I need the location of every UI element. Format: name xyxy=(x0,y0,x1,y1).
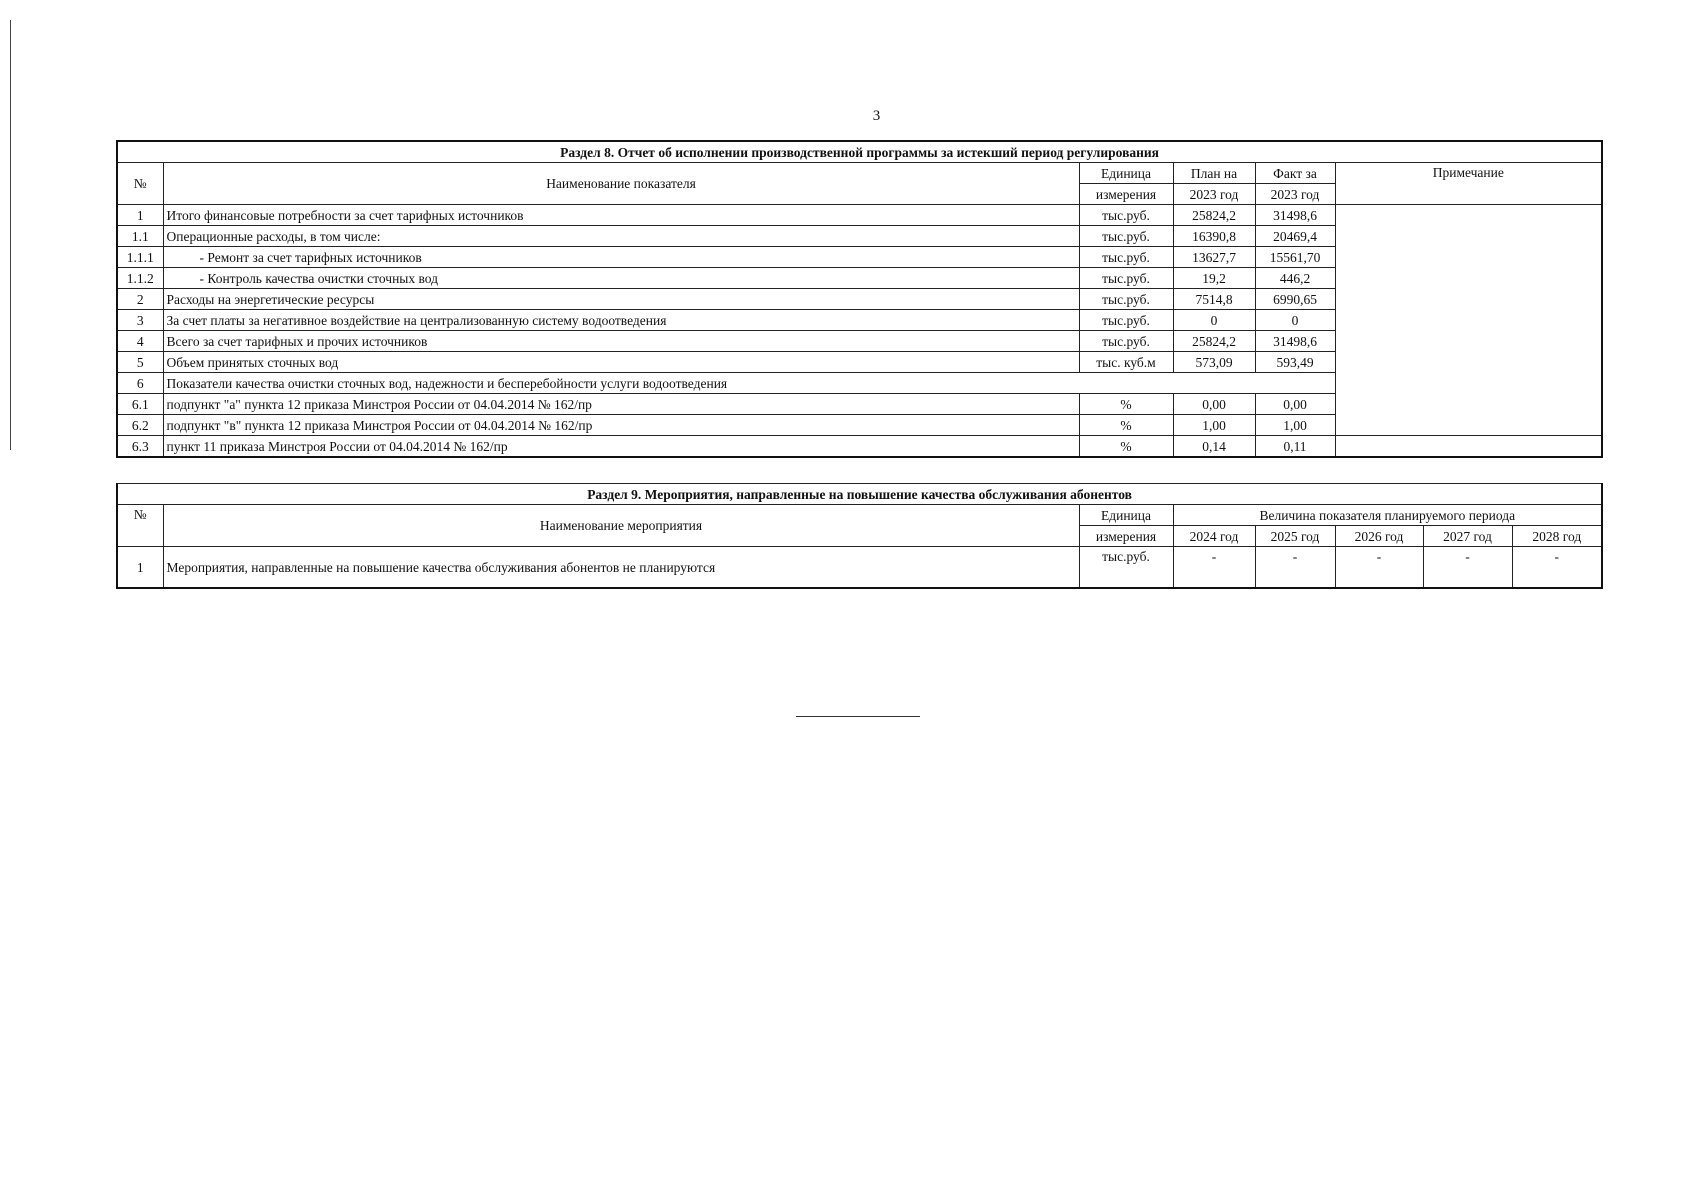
row-fact: 593,49 xyxy=(1255,352,1335,373)
row-unit: % xyxy=(1079,394,1173,415)
row-name: Объем принятых сточных вод xyxy=(163,352,1079,373)
header-fact-line1: Факт за xyxy=(1255,163,1335,184)
row-plan: 0,00 xyxy=(1173,394,1255,415)
header-year-2027: 2027 год xyxy=(1423,526,1512,547)
row-plan: 573,09 xyxy=(1173,352,1255,373)
left-margin-line xyxy=(10,20,11,450)
row-fact: 1,00 xyxy=(1255,415,1335,436)
table-row xyxy=(117,205,1602,226)
header-year-2028: 2028 год xyxy=(1512,526,1602,547)
row-unit: тыс.руб. xyxy=(1079,247,1173,268)
row-number: 2 xyxy=(117,289,163,310)
row-number: 1.1 xyxy=(117,226,163,247)
row-unit: тыс.руб. xyxy=(1079,289,1173,310)
section9-title: Раздел 9. Мероприятия, направленные на повышение качества обслуживания абонентов xyxy=(117,484,1602,505)
header-plan-line2: 2023 год xyxy=(1173,184,1255,205)
row-unit: тыс.руб. xyxy=(1079,268,1173,289)
section9-table xyxy=(116,483,1603,589)
row-name: Показатели качества очистки сточных вод, надежности и бесперебойности услуги водоотведения xyxy=(163,373,1335,394)
header-note: Примечание xyxy=(1335,163,1602,205)
bottom-rule xyxy=(796,716,920,717)
row-name: - Ремонт за счет тарифных источников xyxy=(163,247,1079,268)
table-row xyxy=(117,547,1602,589)
row-number: 6 xyxy=(117,373,163,394)
row-plan: 16390,8 xyxy=(1173,226,1255,247)
row-value-2026: - xyxy=(1335,547,1423,589)
row-plan: 19,2 xyxy=(1173,268,1255,289)
row-unit: тыс.руб. xyxy=(1079,331,1173,352)
header-name: Наименование мероприятия xyxy=(163,505,1079,547)
row-fact: 0,11 xyxy=(1255,436,1335,458)
row-plan: 25824,2 xyxy=(1173,205,1255,226)
header-no: № xyxy=(117,163,163,205)
row-number: 6.2 xyxy=(117,415,163,436)
row-name: подпункт "а" пункта 12 приказа Минстроя России от 04.04.2014 № 162/пр xyxy=(163,394,1079,415)
header-fact-line2: 2023 год xyxy=(1255,184,1335,205)
row-fact: 446,2 xyxy=(1255,268,1335,289)
row-unit: тыс.руб. xyxy=(1079,226,1173,247)
table-row xyxy=(117,436,1602,458)
row-name: За счет платы за негативное воздействие на централизованную систему водоотведения xyxy=(163,310,1079,331)
row-fact: 15561,70 xyxy=(1255,247,1335,268)
note-cell xyxy=(1335,205,1602,436)
row-plan: 0,14 xyxy=(1173,436,1255,458)
row-number: 1 xyxy=(117,547,163,589)
row-number: 6.3 xyxy=(117,436,163,458)
page-number: 3 xyxy=(872,108,881,124)
row-plan: 7514,8 xyxy=(1173,289,1255,310)
row-name: Операционные расходы, в том числе: xyxy=(163,226,1079,247)
header-unit-line2: измерения xyxy=(1079,184,1173,205)
row-number: 1 xyxy=(117,205,163,226)
header-year-2025: 2025 год xyxy=(1255,526,1335,547)
header-period: Величина показателя планируемого периода xyxy=(1173,505,1602,526)
row-name: подпункт "в" пункта 12 приказа Минстроя России от 04.04.2014 № 162/пр xyxy=(163,415,1079,436)
header-unit-line1: Единица xyxy=(1079,163,1173,184)
row-unit: тыс.руб. xyxy=(1079,205,1173,226)
row-plan: 25824,2 xyxy=(1173,331,1255,352)
row-fact: 31498,6 xyxy=(1255,205,1335,226)
row-fact: 20469,4 xyxy=(1255,226,1335,247)
row-plan: 1,00 xyxy=(1173,415,1255,436)
row-fact: 6990,65 xyxy=(1255,289,1335,310)
row-number: 5 xyxy=(117,352,163,373)
row-unit: % xyxy=(1079,415,1173,436)
note-cell-empty xyxy=(1335,436,1602,458)
section8-title: Раздел 8. Отчет об исполнении производственной программы за истекший период регулирования xyxy=(117,141,1602,163)
header-year-2024: 2024 год xyxy=(1173,526,1255,547)
row-value-2025: - xyxy=(1255,547,1335,589)
row-plan: 0 xyxy=(1173,310,1255,331)
row-number: 1.1.1 xyxy=(117,247,163,268)
row-value-2027: - xyxy=(1423,547,1512,589)
section8-table xyxy=(116,140,1603,458)
header-name: Наименование показателя xyxy=(163,163,1079,205)
row-number: 1.1.2 xyxy=(117,268,163,289)
row-value-2028: - xyxy=(1512,547,1602,589)
row-fact: 0,00 xyxy=(1255,394,1335,415)
row-plan: 13627,7 xyxy=(1173,247,1255,268)
row-number: 6.1 xyxy=(117,394,163,415)
row-name: пункт 11 приказа Минстроя России от 04.04.2014 № 162/пр xyxy=(163,436,1079,458)
row-value-2024: - xyxy=(1173,547,1255,589)
row-fact: 0 xyxy=(1255,310,1335,331)
row-name: Всего за счет тарифных и прочих источников xyxy=(163,331,1079,352)
header-unit-line2: измерения xyxy=(1079,526,1173,547)
row-unit: тыс.руб. xyxy=(1079,547,1173,589)
row-name: Мероприятия, направленные на повышение качества обслуживания абонентов не планируются xyxy=(163,547,1079,589)
header-plan-line1: План на xyxy=(1173,163,1255,184)
row-unit: тыс.руб. xyxy=(1079,310,1173,331)
row-unit: % xyxy=(1079,436,1173,458)
row-unit: тыс. куб.м xyxy=(1079,352,1173,373)
row-name: Итого финансовые потребности за счет тарифных источников xyxy=(163,205,1079,226)
row-fact: 31498,6 xyxy=(1255,331,1335,352)
row-name: Расходы на энергетические ресурсы xyxy=(163,289,1079,310)
row-number: 4 xyxy=(117,331,163,352)
row-number: 3 xyxy=(117,310,163,331)
header-year-2026: 2026 год xyxy=(1335,526,1423,547)
row-name: - Контроль качества очистки сточных вод xyxy=(163,268,1079,289)
header-no: № xyxy=(117,505,163,547)
header-unit-line1: Единица xyxy=(1079,505,1173,526)
